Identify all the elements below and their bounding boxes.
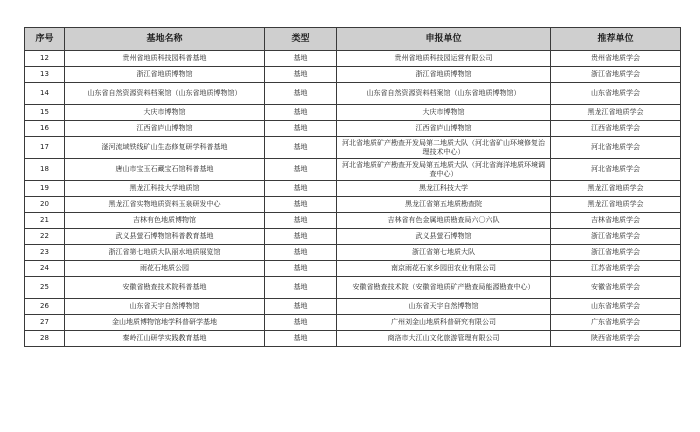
cell-name: 山东省天宇自然博物馆 <box>65 299 265 315</box>
cell-name: 黑龙江科技大学地质馆 <box>65 181 265 197</box>
table-row <box>25 197 681 213</box>
cell-no: 21 <box>25 213 65 229</box>
cell-no: 13 <box>25 67 65 83</box>
header-applicant: 申报单位 <box>337 28 551 51</box>
cell-no: 16 <box>25 121 65 137</box>
header-row <box>25 28 681 51</box>
cell-no: 15 <box>25 105 65 121</box>
cell-no: 12 <box>25 51 65 67</box>
cell-name: 江西省庐山博物馆 <box>65 121 265 137</box>
table-row <box>25 181 681 197</box>
cell-type: 基地 <box>265 299 337 315</box>
cell-recommender: 黑龙江省地质学会 <box>551 197 681 213</box>
cell-recommender: 吉林省地质学会 <box>551 213 681 229</box>
cell-recommender: 安徽省地质学会 <box>551 277 681 299</box>
cell-applicant: 商洛市大江山文化旅游管理有限公司 <box>337 331 551 347</box>
table-row <box>25 67 681 83</box>
cell-type: 基地 <box>265 51 337 67</box>
cell-applicant: 武义县萤石博物馆 <box>337 229 551 245</box>
cell-type: 基地 <box>265 137 337 159</box>
cell-name: 浙江省地质博物馆 <box>65 67 265 83</box>
cell-no: 28 <box>25 331 65 347</box>
cell-type: 基地 <box>265 213 337 229</box>
cell-type: 基地 <box>265 277 337 299</box>
cell-recommender: 河北省地质学会 <box>551 159 681 181</box>
cell-recommender: 河北省地质学会 <box>551 137 681 159</box>
cell-applicant: 黑龙江省第五地质勘查院 <box>337 197 551 213</box>
cell-name: 唐山市宝玉石藏宝石馆科普基地 <box>65 159 265 181</box>
table-row <box>25 315 681 331</box>
table-row <box>25 245 681 261</box>
cell-no: 23 <box>25 245 65 261</box>
cell-recommender: 黑龙江省地质学会 <box>551 181 681 197</box>
cell-name: 安徽省勘查技术院科普基地 <box>65 277 265 299</box>
table-row <box>25 229 681 245</box>
cell-applicant: 吉林省有色金属地质勘查局六〇六队 <box>337 213 551 229</box>
header-recommender: 推荐单位 <box>551 28 681 51</box>
cell-no: 27 <box>25 315 65 331</box>
cell-name: 黑龙江省实物地质资料玉泉研发中心 <box>65 197 265 213</box>
table-row <box>25 105 681 121</box>
cell-name: 山东省自然资源资料档案馆（山东省地质博物馆） <box>65 83 265 105</box>
cell-recommender: 江苏省地质学会 <box>551 261 681 277</box>
cell-type: 基地 <box>265 197 337 213</box>
cell-recommender: 山东省地质学会 <box>551 83 681 105</box>
header-type: 类型 <box>265 28 337 51</box>
cell-name: 金山地质博物馆地学科普研学基地 <box>65 315 265 331</box>
table-row <box>25 277 681 299</box>
table-row <box>25 331 681 347</box>
cell-recommender: 浙江省地质学会 <box>551 229 681 245</box>
cell-applicant: 大庆市博物馆 <box>337 105 551 121</box>
cell-no: 20 <box>25 197 65 213</box>
table-row <box>25 121 681 137</box>
cell-name: 秦岭江山研学实践教育基地 <box>65 331 265 347</box>
cell-recommender: 山东省地质学会 <box>551 299 681 315</box>
cell-applicant: 贵州省地质科技园运营有限公司 <box>337 51 551 67</box>
header-name: 基地名称 <box>65 28 265 51</box>
cell-applicant: 山东省自然资源资料档案馆（山东省地质博物馆） <box>337 83 551 105</box>
cell-applicant: 黑龙江科技大学 <box>337 181 551 197</box>
table-body <box>25 51 681 347</box>
cell-name: 大庆市博物馆 <box>65 105 265 121</box>
cell-recommender: 贵州省地质学会 <box>551 51 681 67</box>
cell-applicant: 江西省庐山博物馆 <box>337 121 551 137</box>
table-row <box>25 213 681 229</box>
cell-applicant: 山东省天宇自然博物馆 <box>337 299 551 315</box>
cell-type: 基地 <box>265 261 337 277</box>
cell-no: 25 <box>25 277 65 299</box>
cell-name: 贵州省地质科技园科普基地 <box>65 51 265 67</box>
table-row <box>25 299 681 315</box>
cell-no: 19 <box>25 181 65 197</box>
table-row <box>25 51 681 67</box>
cell-applicant: 浙江省第七地质大队 <box>337 245 551 261</box>
cell-name: 雨花石地质公园 <box>65 261 265 277</box>
cell-name: 武义县萤石博物馆科普教育基地 <box>65 229 265 245</box>
table-row <box>25 159 681 181</box>
cell-type: 基地 <box>265 159 337 181</box>
cell-applicant: 南京雨花石家乡园田农业有限公司 <box>337 261 551 277</box>
cell-type: 基地 <box>265 105 337 121</box>
table-header <box>25 28 681 51</box>
cell-no: 14 <box>25 83 65 105</box>
cell-type: 基地 <box>265 331 337 347</box>
cell-recommender: 浙江省地质学会 <box>551 245 681 261</box>
cell-no: 18 <box>25 159 65 181</box>
cell-name: 吉林有色地质博物馆 <box>65 213 265 229</box>
cell-no: 22 <box>25 229 65 245</box>
cell-recommender: 黑龙江省地质学会 <box>551 105 681 121</box>
cell-applicant: 河北省地质矿产勘查开发局第五地质大队（河北省海洋地质环境调查中心） <box>337 159 551 181</box>
cell-applicant: 安徽省勘查技术院（安徽省地质矿产勘查局能源勘查中心） <box>337 277 551 299</box>
cell-type: 基地 <box>265 83 337 105</box>
cell-applicant: 浙江省地质博物馆 <box>337 67 551 83</box>
cell-recommender: 广东省地质学会 <box>551 315 681 331</box>
cell-recommender: 江西省地质学会 <box>551 121 681 137</box>
cell-no: 24 <box>25 261 65 277</box>
cell-applicant: 河北省地质矿产勘查开发局第二地质大队（河北省矿山环境修复治理技术中心） <box>337 137 551 159</box>
cell-type: 基地 <box>265 315 337 331</box>
table-row <box>25 137 681 159</box>
cell-recommender: 陕西省地质学会 <box>551 331 681 347</box>
table-row <box>25 261 681 277</box>
cell-no: 26 <box>25 299 65 315</box>
cell-no: 17 <box>25 137 65 159</box>
cell-applicant: 广州刘金山地质科普研究有限公司 <box>337 315 551 331</box>
cell-name: 滏河流域铁线矿山生态修复研学科普基地 <box>65 137 265 159</box>
cell-type: 基地 <box>265 67 337 83</box>
cell-recommender: 浙江省地质学会 <box>551 67 681 83</box>
cell-type: 基地 <box>265 181 337 197</box>
cell-type: 基地 <box>265 229 337 245</box>
header-no: 序号 <box>25 28 65 51</box>
cell-type: 基地 <box>265 245 337 261</box>
base-list-table <box>24 27 681 347</box>
cell-name: 浙江省第七地质大队丽水地质展览馆 <box>65 245 265 261</box>
table-row <box>25 83 681 105</box>
cell-type: 基地 <box>265 121 337 137</box>
